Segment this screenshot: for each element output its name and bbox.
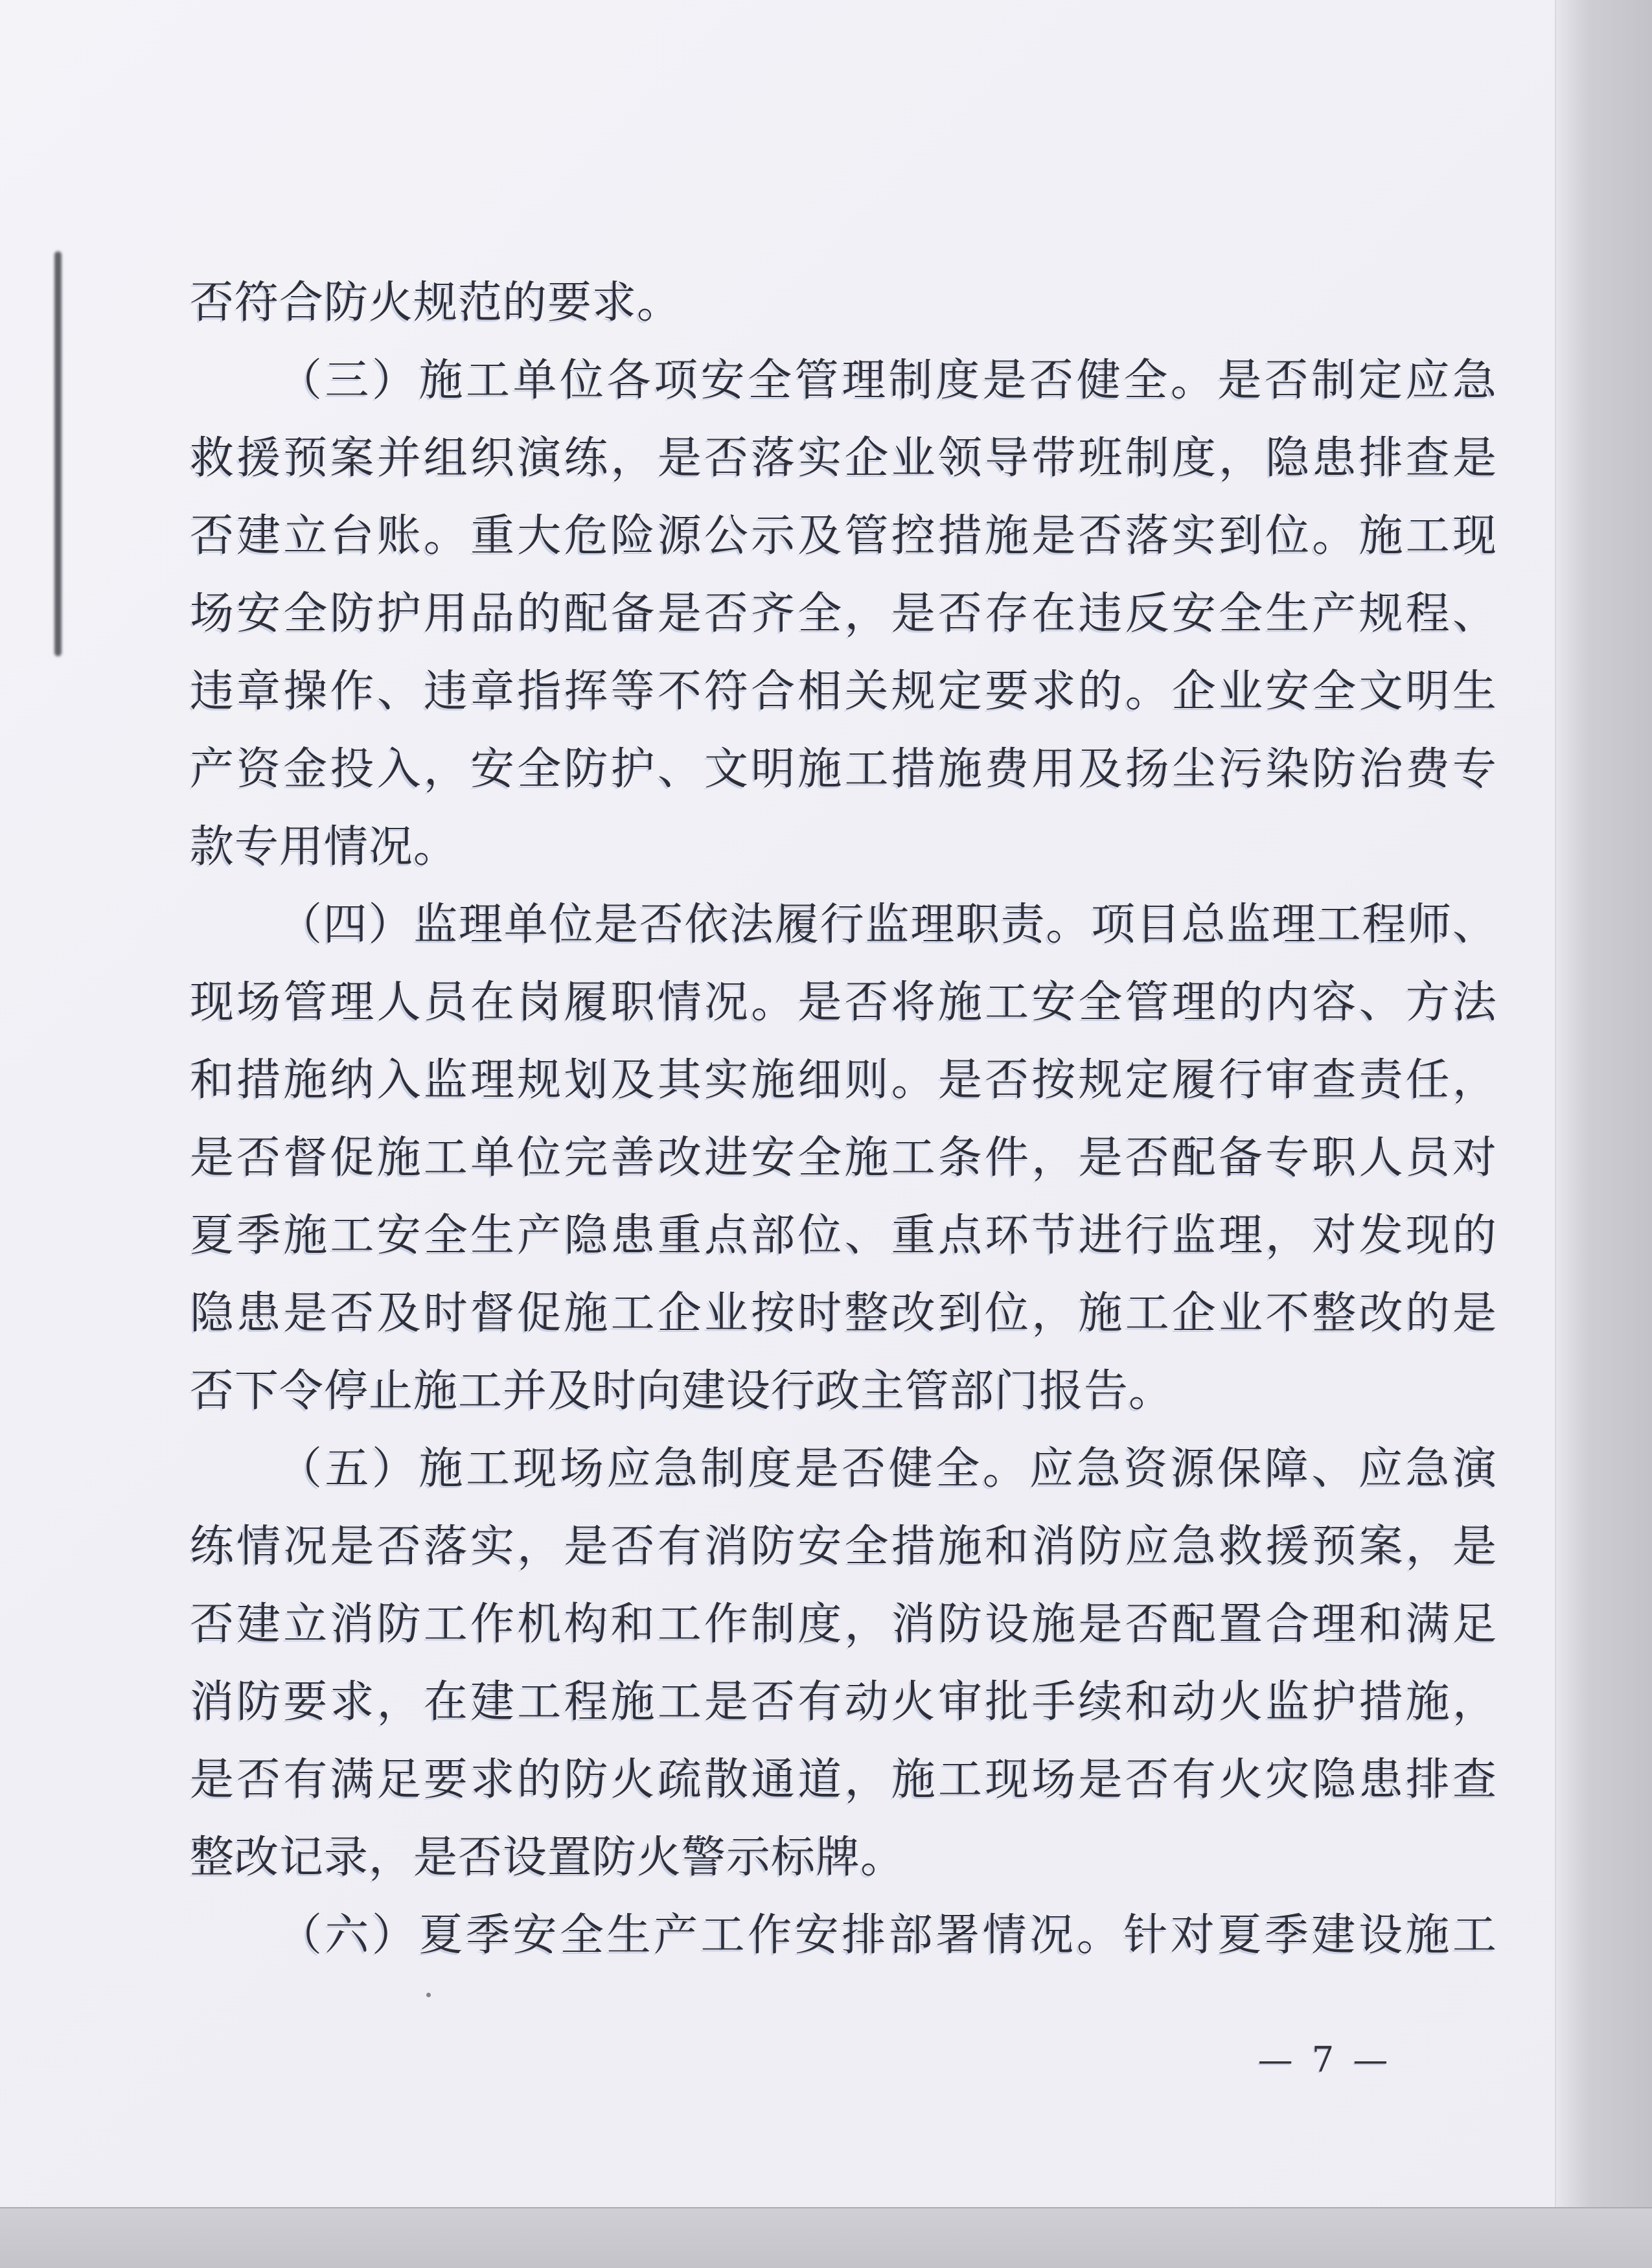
text-line-22: （六）夏季安全生产工作安排部署情况。针对夏季建设施工 bbox=[278, 1910, 1497, 1961]
scan-edge-right bbox=[1555, 0, 1652, 2268]
text-block bbox=[190, 264, 1497, 1975]
ink-speck bbox=[426, 1993, 431, 1997]
text-line-13: 夏季施工安全生产隐患重点部位、重点环节进行监理，对发现的 bbox=[190, 1210, 1497, 1261]
text-line-03: 救援预案并组织演练，是否落实企业领导带班制度，隐患排查是 bbox=[190, 433, 1497, 484]
text-line-16: （五）施工现场应急制度是否健全。应急资源保障、应急演 bbox=[278, 1443, 1497, 1495]
text-line-11: 和措施纳入监理规划及其实施细则。是否按规定履行审查责任， bbox=[190, 1055, 1497, 1106]
text-line-02: （三）施工单位各项安全管理制度是否健全。是否制定应急 bbox=[278, 355, 1497, 406]
text-line-10: 现场管理人员在岗履职情况。是否将施工安全管理的内容、方法 bbox=[190, 977, 1497, 1028]
text-line-01: 否符合防火规范的要求。 bbox=[190, 277, 682, 328]
text-line-14: 隐患是否及时督促施工企业按时整改到位，施工企业不整改的是 bbox=[190, 1288, 1497, 1339]
page-number: — 7 — bbox=[1257, 2039, 1392, 2080]
text-line-18: 否建立消防工作机构和工作制度，消防设施是否配置合理和满足 bbox=[190, 1599, 1497, 1650]
text-line-12: 是否督促施工单位完善改进安全施工条件，是否配备专职人员对 bbox=[190, 1132, 1497, 1184]
text-line-17: 练情况是否落实，是否有消防安全措施和消防应急救援预案，是 bbox=[190, 1521, 1497, 1572]
text-line-09: （四）监理单位是否依法履行监理职责。项目总监理工程师、 bbox=[278, 899, 1497, 950]
text-line-06: 违章操作、违章指挥等不符合相关规定要求的。企业安全文明生 bbox=[190, 666, 1497, 717]
text-line-08: 款专用情况。 bbox=[190, 821, 459, 873]
text-line-19: 消防要求，在建工程施工是否有动火审批手续和动火监护措施， bbox=[190, 1677, 1497, 1728]
text-line-21: 整改记录，是否设置防火警示标牌。 bbox=[190, 1832, 906, 1883]
text-line-05: 场安全防护用品的配备是否齐全，是否存在违反安全生产规程、 bbox=[190, 588, 1497, 639]
text-line-20: 是否有满足要求的防火疏散通道，施工现场是否有火灾隐患排查 bbox=[190, 1754, 1497, 1805]
scan-edge-bottom bbox=[0, 2207, 1652, 2268]
text-line-04: 否建立台账。重大危险源公示及管控措施是否落实到位。施工现 bbox=[190, 510, 1497, 562]
text-line-07: 产资金投入，安全防护、文明施工措施费用及扬尘污染防治费专 bbox=[190, 744, 1497, 795]
binding-shadow bbox=[54, 251, 62, 656]
text-line-15: 否下令停止施工并及时向建设行政主管部门报告。 bbox=[190, 1366, 1174, 1417]
